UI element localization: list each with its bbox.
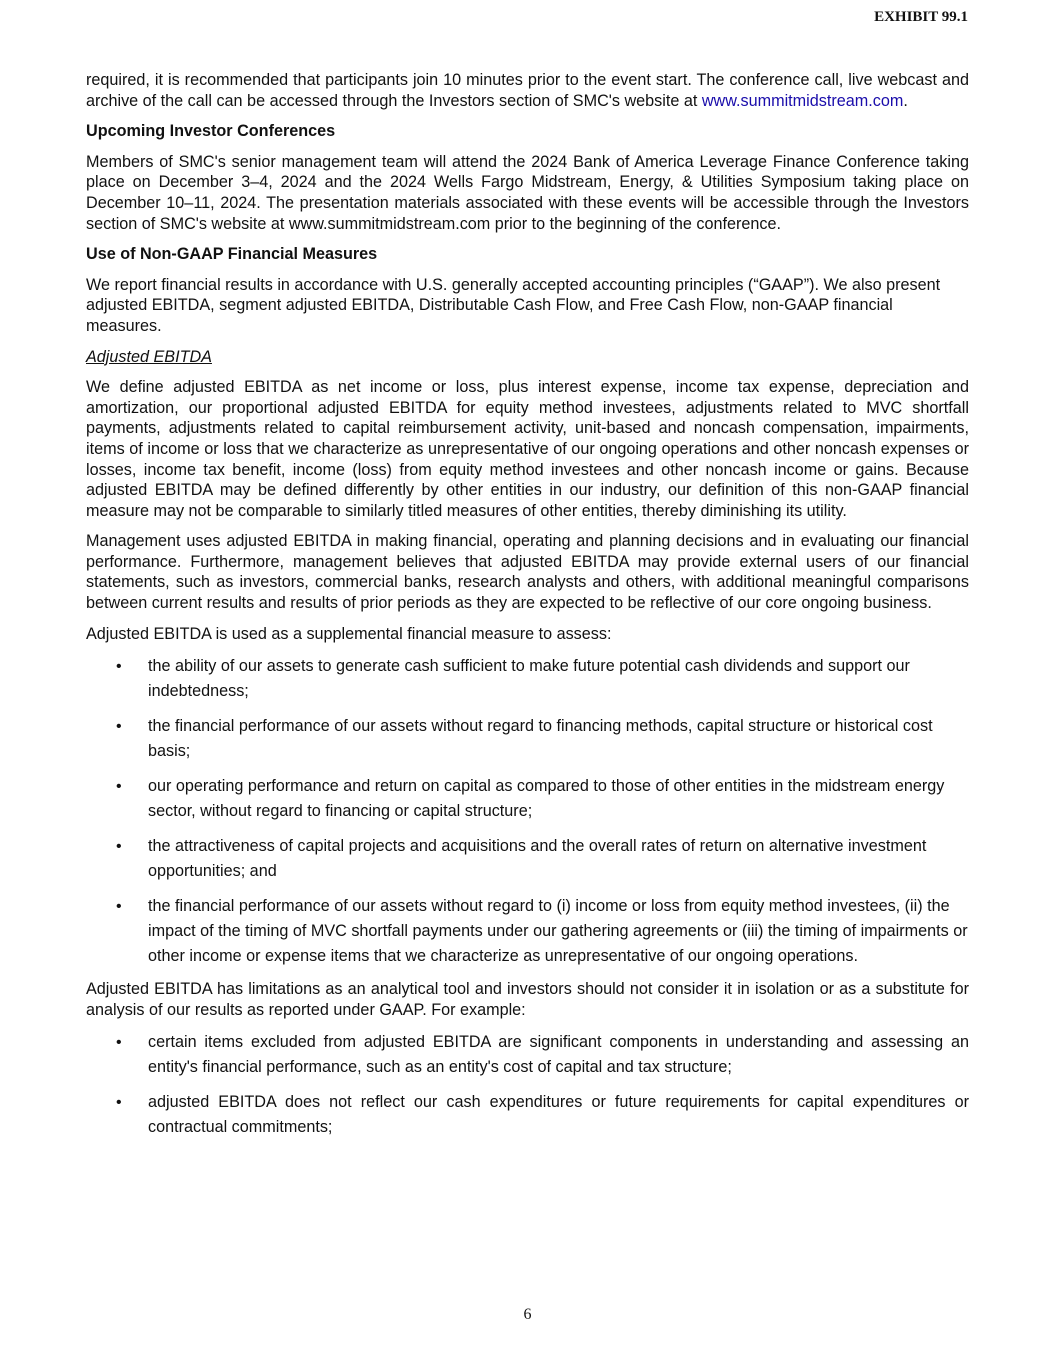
list-item-text: adjusted EBITDA does not reflect our cash expenditures or future requirements for capital expenditures or contractual commitments;	[148, 1093, 969, 1137]
list-item	[86, 654, 969, 704]
bullet-icon: •	[116, 718, 122, 736]
management-paragraph: Management uses adjusted EBITDA in making financial, operating and planning decisions and in evaluating our financial performance. Furthermore, management believes that adjusted EBITDA may provide external users of our financial statements, such as investors, commercial banks, research analysts and others, with additional meaningful comparisons between current results and results of prior periods as they are expected to be reflective of our core ongoing business.	[86, 532, 969, 613]
list-item-text: the financial performance of our assets without regard to financing methods, capital structure or historical cost basis;	[148, 717, 933, 761]
bullet-icon: •	[116, 838, 122, 856]
list-item	[86, 1030, 969, 1080]
adjusted-ebitda-definition: We define adjusted EBITDA as net income or loss, plus interest expense, income tax expense, depreciation and amortization, our proportional adjusted EBITDA for equity method investees, adjustments related to MVC shortfall payments, adjustments related to capital reimbursement activity, unit-based and noncash compensation, impairments, items of income or loss that we characterize as unrepresentative of our ongoing operations and other noncash expenses or losses, income tax benefit, income (loss) from equity method investees and other noncash income or gains. Because adjusted EBITDA may be defined differently by other entities in our industry, our definition of this non-GAAP financial measure may not be comparable to similarly titled measures of other entities, thereby diminishing its utility.	[86, 378, 969, 520]
list-item	[86, 774, 969, 824]
bullet-icon: •	[116, 778, 122, 796]
limitations-intro: Adjusted EBITDA has limitations as an analytical tool and investors should not consider it in isolation or as a substitute for analysis of our results as reported under GAAP. For example:	[86, 980, 969, 1019]
non-gaap-heading: Use of Non-GAAP Financial Measures	[86, 245, 378, 264]
adjusted-ebitda-subheading: Adjusted EBITDA	[86, 347, 212, 366]
list-item-text: the attractiveness of capital projects and acquisitions and the overall rates of return on alternative investment opportunities; and	[148, 837, 927, 881]
list-item-text: our operating performance and return on capital as compared to those of other entities in the midstream energy sector, without regard to financing or capital structure;	[148, 777, 945, 821]
non-gaap-paragraph: We report financial results in accordance with U.S. generally accepted accounting principles (“GAAP”). We also present adjusted EBITDA, segment adjusted EBITDA, Distributable Cash Flow, and Free Cash Flow, non-GAAP financial measures.	[86, 275, 941, 335]
conferences-heading: Upcoming Investor Conferences	[86, 122, 336, 141]
list-item-text: the financial performance of our assets without regard to (i) income or loss from equity method investees, (ii) the impact of the timing of MVC shortfall payments under our gathering agreements or (iii) the timing of impairments or other income or expense items that we characterize as unrepresentative of our ongoing operations.	[148, 897, 968, 966]
page-number: 6	[523, 1306, 532, 1323]
assess-intro: Adjusted EBITDA is used as a supplemental financial measure to assess:	[86, 624, 612, 643]
limitations-list	[86, 1030, 969, 1140]
exhibit-label: EXHIBIT 99.1	[874, 9, 968, 25]
website-link[interactable]: www.summitmidstream.com	[701, 91, 904, 110]
bullet-icon: •	[116, 1094, 122, 1112]
list-item-text: certain items excluded from adjusted EBITDA are significant components in understanding and assessing an entity's financial performance, such as an entity's cost of capital and tax structure;	[148, 1033, 969, 1077]
bullet-icon: •	[116, 658, 122, 676]
list-item	[86, 714, 969, 764]
bullet-icon: •	[116, 898, 122, 916]
assess-list	[86, 654, 969, 969]
list-item	[86, 1090, 969, 1140]
list-item-text: the ability of our assets to generate cash sufficient to make future potential cash dividends and support our indebtedness;	[148, 657, 910, 701]
bullet-icon: •	[116, 1034, 122, 1052]
intro-text: required, it is recommended that participants join 10 minutes prior to the event start. The conference call, live webcast and archive of the call can be accessed through the Investors section of SMC's website at	[86, 71, 969, 110]
intro-paragraph	[86, 70, 969, 111]
document-body	[86, 70, 969, 1150]
list-item	[86, 894, 969, 969]
list-item	[86, 834, 969, 884]
conferences-paragraph: Members of SMC's senior management team will attend the 2024 Bank of America Leverage Finance Conference taking place on December 3–4, 2024 and the 2024 Wells Fargo Midstream, Energy, & Utilities Symposium taking place on December 10–11, 2024. The presentation materials associated with these events will be accessible through the Investors section of SMC's website at www.summitmidstream.com prior to the beginning of the conference.	[86, 152, 969, 233]
intro-text-end: .	[903, 91, 908, 110]
